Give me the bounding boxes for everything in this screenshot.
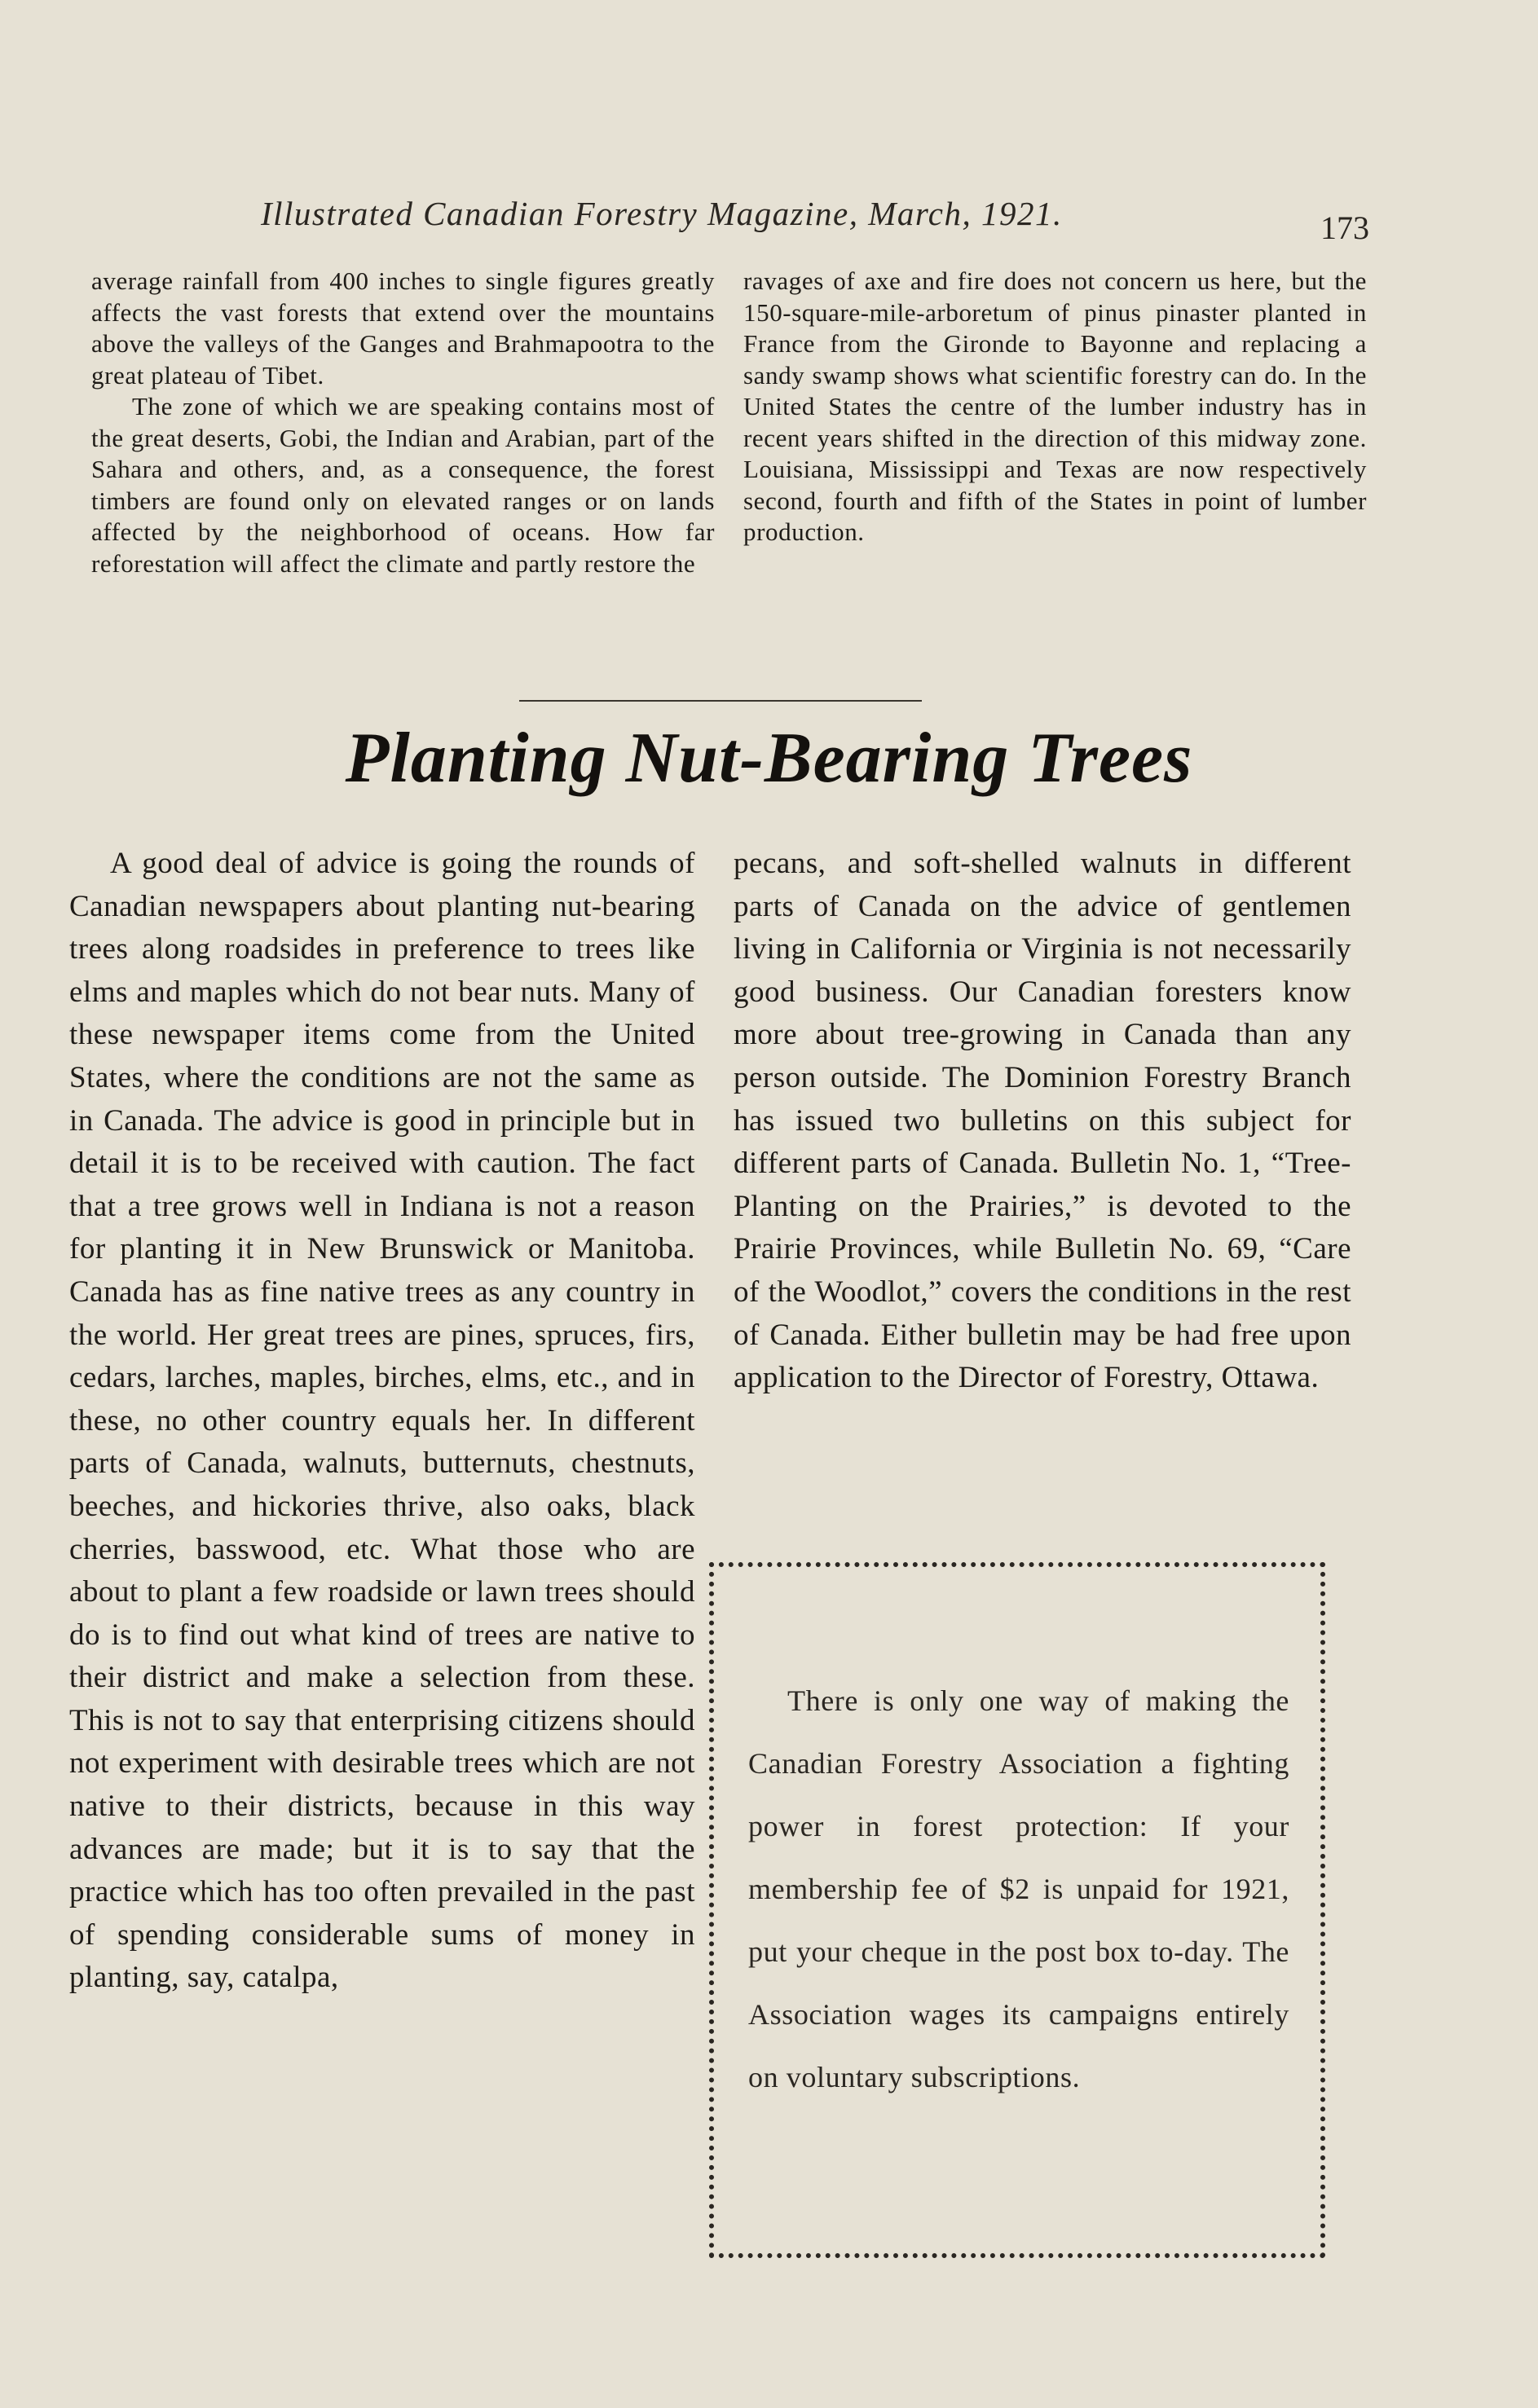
page-header [261,194,1369,251]
article-title: Planting Nut-Bearing Trees [345,719,1193,798]
notice-text: There is only one way of making the Canadian Forestry Association a fighting power in forest protection: If your membership fee of $2 is unpaid for 1921, put your cheque in the post box to-day. The Association wages its campaigns entirely on voluntary subscriptions. [748,1684,1289,2093]
running-title: Illustrated Canadian Forestry Magazine, March, 1921. [261,195,1063,232]
continued-text-right-column [743,266,1367,548]
article-left-column [69,843,695,2000]
paragraph: ravages of axe and fire does not concern us here, but the 150-square-mile-arboretum of pinus pinaster planted in France from the Gironde to Bayonne and replacing a sandy swamp shows what scientific forestry can do. In the United States the centre of the lumber industry has in recent years shifted in the direction of this midway zone. Louisiana, Mississippi and Texas are now respectively second, fourth and fifth of the States in point of lumber production. [743,266,1367,546]
paragraph: The zone of which we are speaking contains most of the great deserts, Gobi, the Indian and Arabian, part of the Sahara and others, and, as a consequence, the forest timbers are found only on elevated ranges or on lands affected by the neighborhood of oceans. How far reforestation will affect the climate and partly restore the [91,392,715,578]
continued-text-left-column [91,266,715,579]
paragraph: average rainfall from 400 inches to single figures greatly affects the vast forests that extend over the mountains above the valleys of the Ganges and Brahmapootra to the great plateau of Tibet. [91,266,715,390]
paragraph: A good deal of advice is going the rounds of Canadian newspapers about planting nut-bearing trees along roadsides in preference to trees like elms and maples which do not bear nuts. Many of these newspaper items come from the United States, where the conditions are not the same as in Canada. The advice is good in principle but in detail it is to be received with caution. The fact that a tree grows well in Indiana is not a reason for planting it in New Brunswick or Manitoba. Canada has as fine native trees as any country in the world. Her great trees are pines, spruces, firs, cedars, larches, maples, birches, elms, etc., and in these, no other country equals her. In different parts of Canada, walnuts, butternuts, chestnuts, beeches, and hickories thrive, also oaks, black cherries, basswood, etc. What those who are about to plant a few roadside or lawn trees should do is to find out what kind of trees are native to their district and make a selection from these. This is not to say that enterprising citizens should not experiment with desirable trees which are not native to their districts, because in this way advances are made; but it is to say that the practice which has too often prevailed in the past of spending considerable sums of money in planting, say, catalpa, [69,847,695,1995]
membership-notice-box [709,1562,1325,2258]
page-number: 173 [1320,209,1369,246]
article-right-column [734,843,1351,1400]
section-divider [519,700,922,702]
paragraph: pecans, and soft-shelled walnuts in different parts of Canada on the advice of gentlemen living in California or Virginia is not necessarily good business. Our Canadian foresters know more about tree-growing in Canada than any person outside. The Dominion Forestry Branch has issued two bulletins on this subject for different parts of Canada. Bulletin No. 1, “Tree-Planting on the Prairies,” is devoted to the Prairie Provinces, while Bulletin No. 69, “Care of the Woodlot,” covers the conditions in the rest of Canada. Either bulletin may be had free upon application to the Director of Forestry, Ottawa. [734,847,1351,1395]
